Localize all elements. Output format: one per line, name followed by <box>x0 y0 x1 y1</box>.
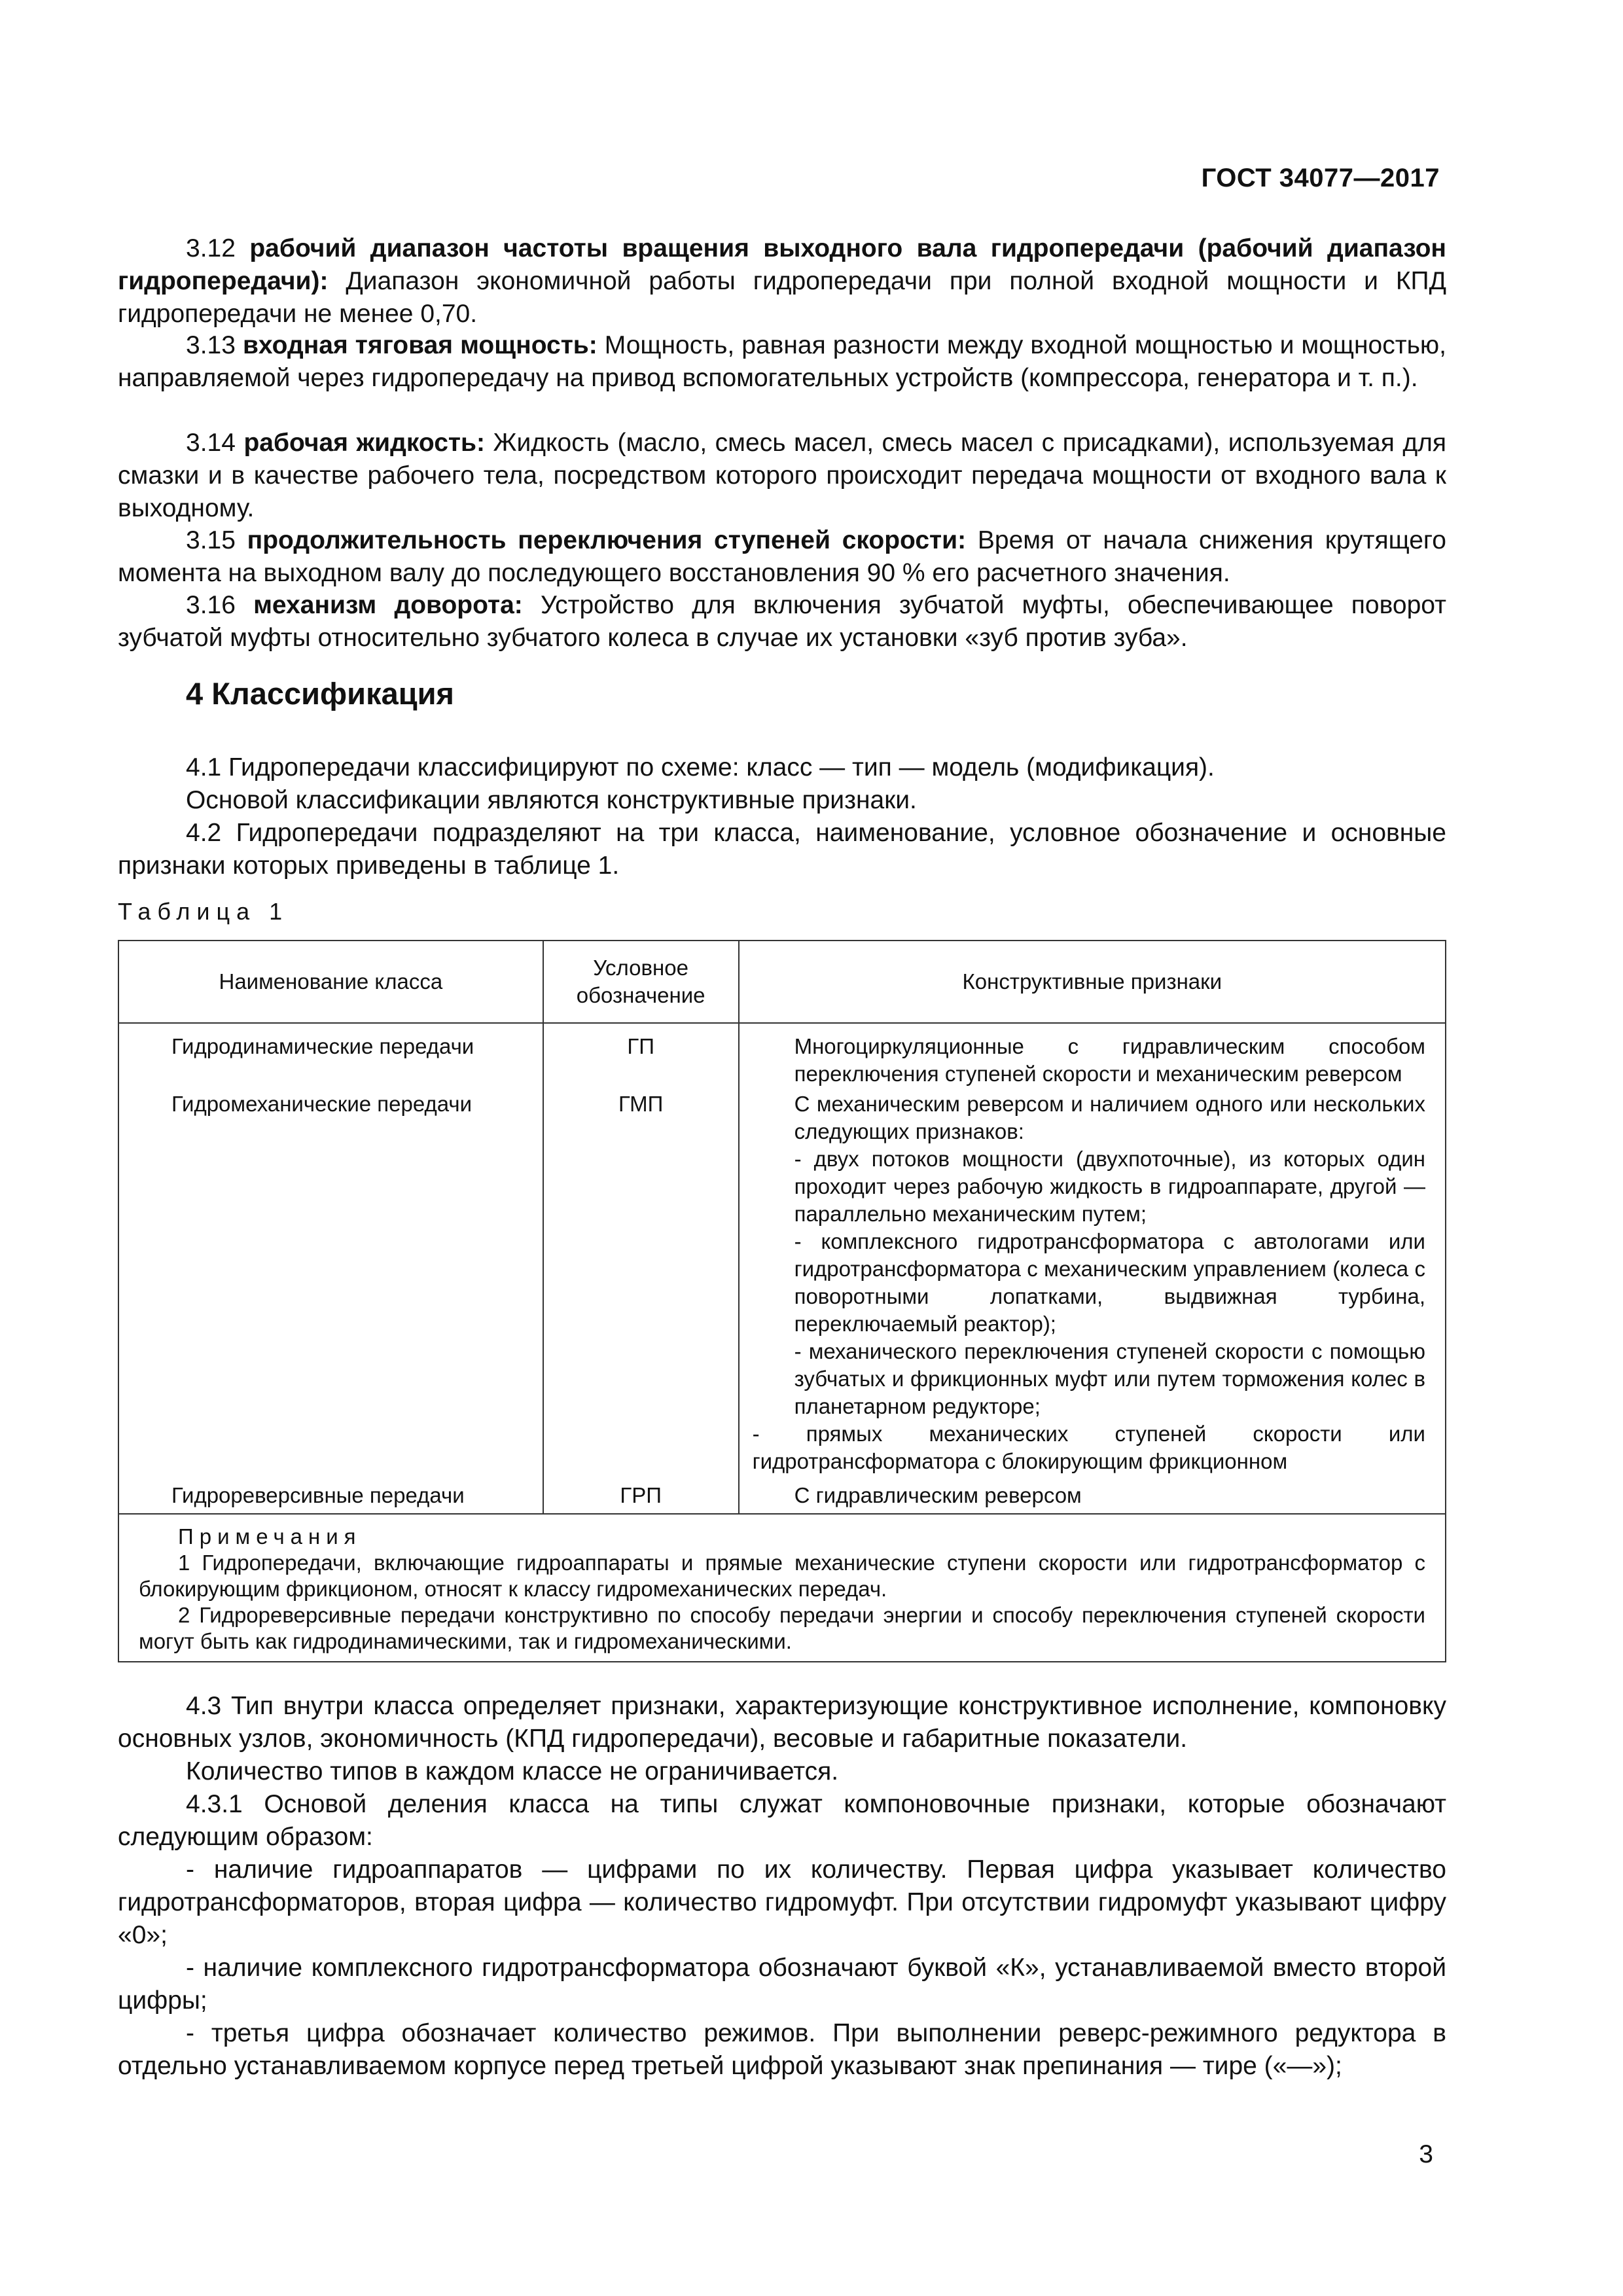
definition-3-14 <box>118 427 1446 525</box>
list-item-text: - третья цифра обозначает количество режимов. При выполнении реверс-режимного редуктора в отдельно устанавливаемом корпусе перед третьей цифрой указывают знак препинания — тире («—»); <box>118 2019 1446 2080</box>
note-1: 1 Гидропередачи, включающие гидроаппараты и прямые механические ступени скорости или гидротрансформатор с блокирующим фрикционом, относят к классу гидромеханических передач. <box>139 1551 1425 1601</box>
paragraph-4-2 <box>118 817 1446 882</box>
column-header-features: Конструктивные признаки <box>739 941 1446 1023</box>
table-row <box>118 1088 1446 1475</box>
table-row <box>118 1023 1446 1088</box>
class-name: Гидрореверсивные передачи <box>118 1475 543 1514</box>
definition-text: Мощность, равная разности между входной мощностью и мощностью, направляемой через гидропередачу на привод вспомогательных устройств (компрессора, генератора и т. п.). <box>118 331 1446 392</box>
class-features <box>739 1023 1446 1088</box>
page-number: 3 <box>1419 2140 1433 2168</box>
notes-cell <box>118 1514 1446 1662</box>
definition-3-13 <box>118 329 1446 395</box>
paragraph-4-3-1 <box>118 1788 1446 1854</box>
class-code: ГМП <box>543 1088 739 1475</box>
list-item-text: - наличие гидроаппаратов — цифрами по их количеству. Первая цифра указывает количество гидротрансформаторов, вторая цифра — количество гидромуфт. При отсутствии гидромуфт указывают цифру «0»; <box>118 1856 1446 1949</box>
paragraph-text: 4.3.1 Основой деления класса на типы служат компоновочные признаки, которые обозначают следующим образом: <box>118 1790 1446 1851</box>
classification-table <box>118 940 1446 1662</box>
definition-number: 3.14 <box>186 429 236 457</box>
notes-title: Примечания <box>178 1524 362 1549</box>
definition-term: рабочий диапазон частоты вращения выходного вала гидропередачи (рабочий диапазон гидропередачи): <box>118 234 1446 295</box>
paragraph-text: 4.2 Гидропередачи подразделяют на три класса, наименование, условное обозначение и основные признаки которых приведены в таблице 1. <box>118 819 1446 880</box>
list-item <box>118 1854 1446 1952</box>
class-code: ГРП <box>543 1475 739 1514</box>
feature-line: С гидравлическим реверсом <box>794 1483 1082 1507</box>
list-item-text: - наличие комплексного гидротрансформатора обозначают буквой «К», устанавливаемой вместо второй цифры; <box>118 1954 1446 2015</box>
definition-text: Диапазон экономичной работы гидропередачи при полной входной мощности и КПД гидропередачи не менее 0,70. <box>118 267 1446 328</box>
table-caption: Таблица 1 <box>118 898 289 925</box>
definition-text: Устройство для включения зубчатой муфты, обеспечивающее поворот зубчатой муфты относительно зубчатого колеса в случае их установки «зуб против зуба». <box>118 591 1446 652</box>
feature-line: - комплексного гидротрансформатора с автологами или гидротрансформатора с механическим управлением (колеса с поворотными лопатками, выдвижная турбина, переключаемый реактор); <box>794 1229 1425 1336</box>
table-notes <box>118 1514 1446 1662</box>
column-header-code: Условное обозначение <box>543 941 739 1023</box>
paragraph-4-3 <box>118 1690 1446 1755</box>
note-2: 2 Гидрореверсивные передачи конструктивно по способу передачи энергии и способу переключения ступеней скорости могут быть как гидродинамическими, так и гидромеханическими. <box>139 1603 1425 1653</box>
paragraph-4-3-count: Количество типов в каждом классе не ограничивается. <box>186 1757 839 1785</box>
definition-text: Время от начала снижения крутящего момента на выходном валу до последующего восстановления 90 % его расчетного значения. <box>118 526 1446 587</box>
definition-number: 3.13 <box>186 331 236 359</box>
definition-term: входная тяговая мощность: <box>242 331 597 359</box>
feature-line: - прямых механических ступеней скорости или гидротрансформатора с блокирующим фрикционном <box>752 1422 1425 1473</box>
definition-term: рабочая жидкость: <box>243 429 485 457</box>
paragraph-4-1-basis: Основой классификации являются конструктивные признаки. <box>186 786 917 814</box>
definition-3-15 <box>118 524 1446 590</box>
paragraph-text: 4.3 Тип внутри класса определяет признаки, характеризующие конструктивное исполнение, компоновку основных узлов, экономичность (КПД гидропередачи), весовые и габаритные показатели. <box>118 1692 1446 1753</box>
definition-3-12 <box>118 232 1446 331</box>
class-name: Гидродинамические передачи <box>118 1023 543 1088</box>
list-item <box>118 1952 1446 2017</box>
class-features <box>739 1088 1446 1475</box>
feature-line: - двух потоков мощности (двухпоточные), из которых один проходит через рабочую жидкость в гидроаппарате, другой — параллельно механическим путем; <box>794 1147 1425 1226</box>
feature-line: С механическим реверсом и наличием одного или нескольких следующих признаков: <box>794 1092 1425 1143</box>
section-heading: 4 Классификация <box>186 676 454 711</box>
document-code: ГОСТ 34077—2017 <box>1201 164 1440 192</box>
class-name: Гидромеханические передачи <box>118 1088 543 1475</box>
class-code: ГП <box>543 1023 739 1088</box>
list-item <box>118 2017 1446 2083</box>
definition-text: Жидкость (масло, смесь масел, смесь масел с присадками), используемая для смазки и в качестве рабочего тела, посредством которого происходит передача мощности от входного вала к выходному. <box>118 429 1446 522</box>
feature-line: - механического переключения ступеней скорости с помощью зубчатых и фрикционных муфт или путем торможения колес в планетарном редукторе; <box>794 1339 1425 1418</box>
paragraph-4-1: 4.1 Гидропередачи классифицируют по схеме: класс — тип — модель (модификация). <box>186 753 1215 781</box>
definition-3-16 <box>118 589 1446 655</box>
definition-term: механизм доворота: <box>253 591 523 619</box>
definition-number: 3.15 <box>186 526 236 554</box>
feature-line: Многоциркуляционные с гидравлическим способом переключения ступеней скорости и механическим реверсом <box>794 1034 1425 1086</box>
table-row <box>118 1475 1446 1514</box>
definition-number: 3.12 <box>186 234 236 262</box>
class-features <box>739 1475 1446 1514</box>
definition-number: 3.16 <box>186 591 236 619</box>
definition-term: продолжительность переключения ступеней скорости: <box>247 526 967 554</box>
column-header-name: Наименование класса <box>118 941 543 1023</box>
